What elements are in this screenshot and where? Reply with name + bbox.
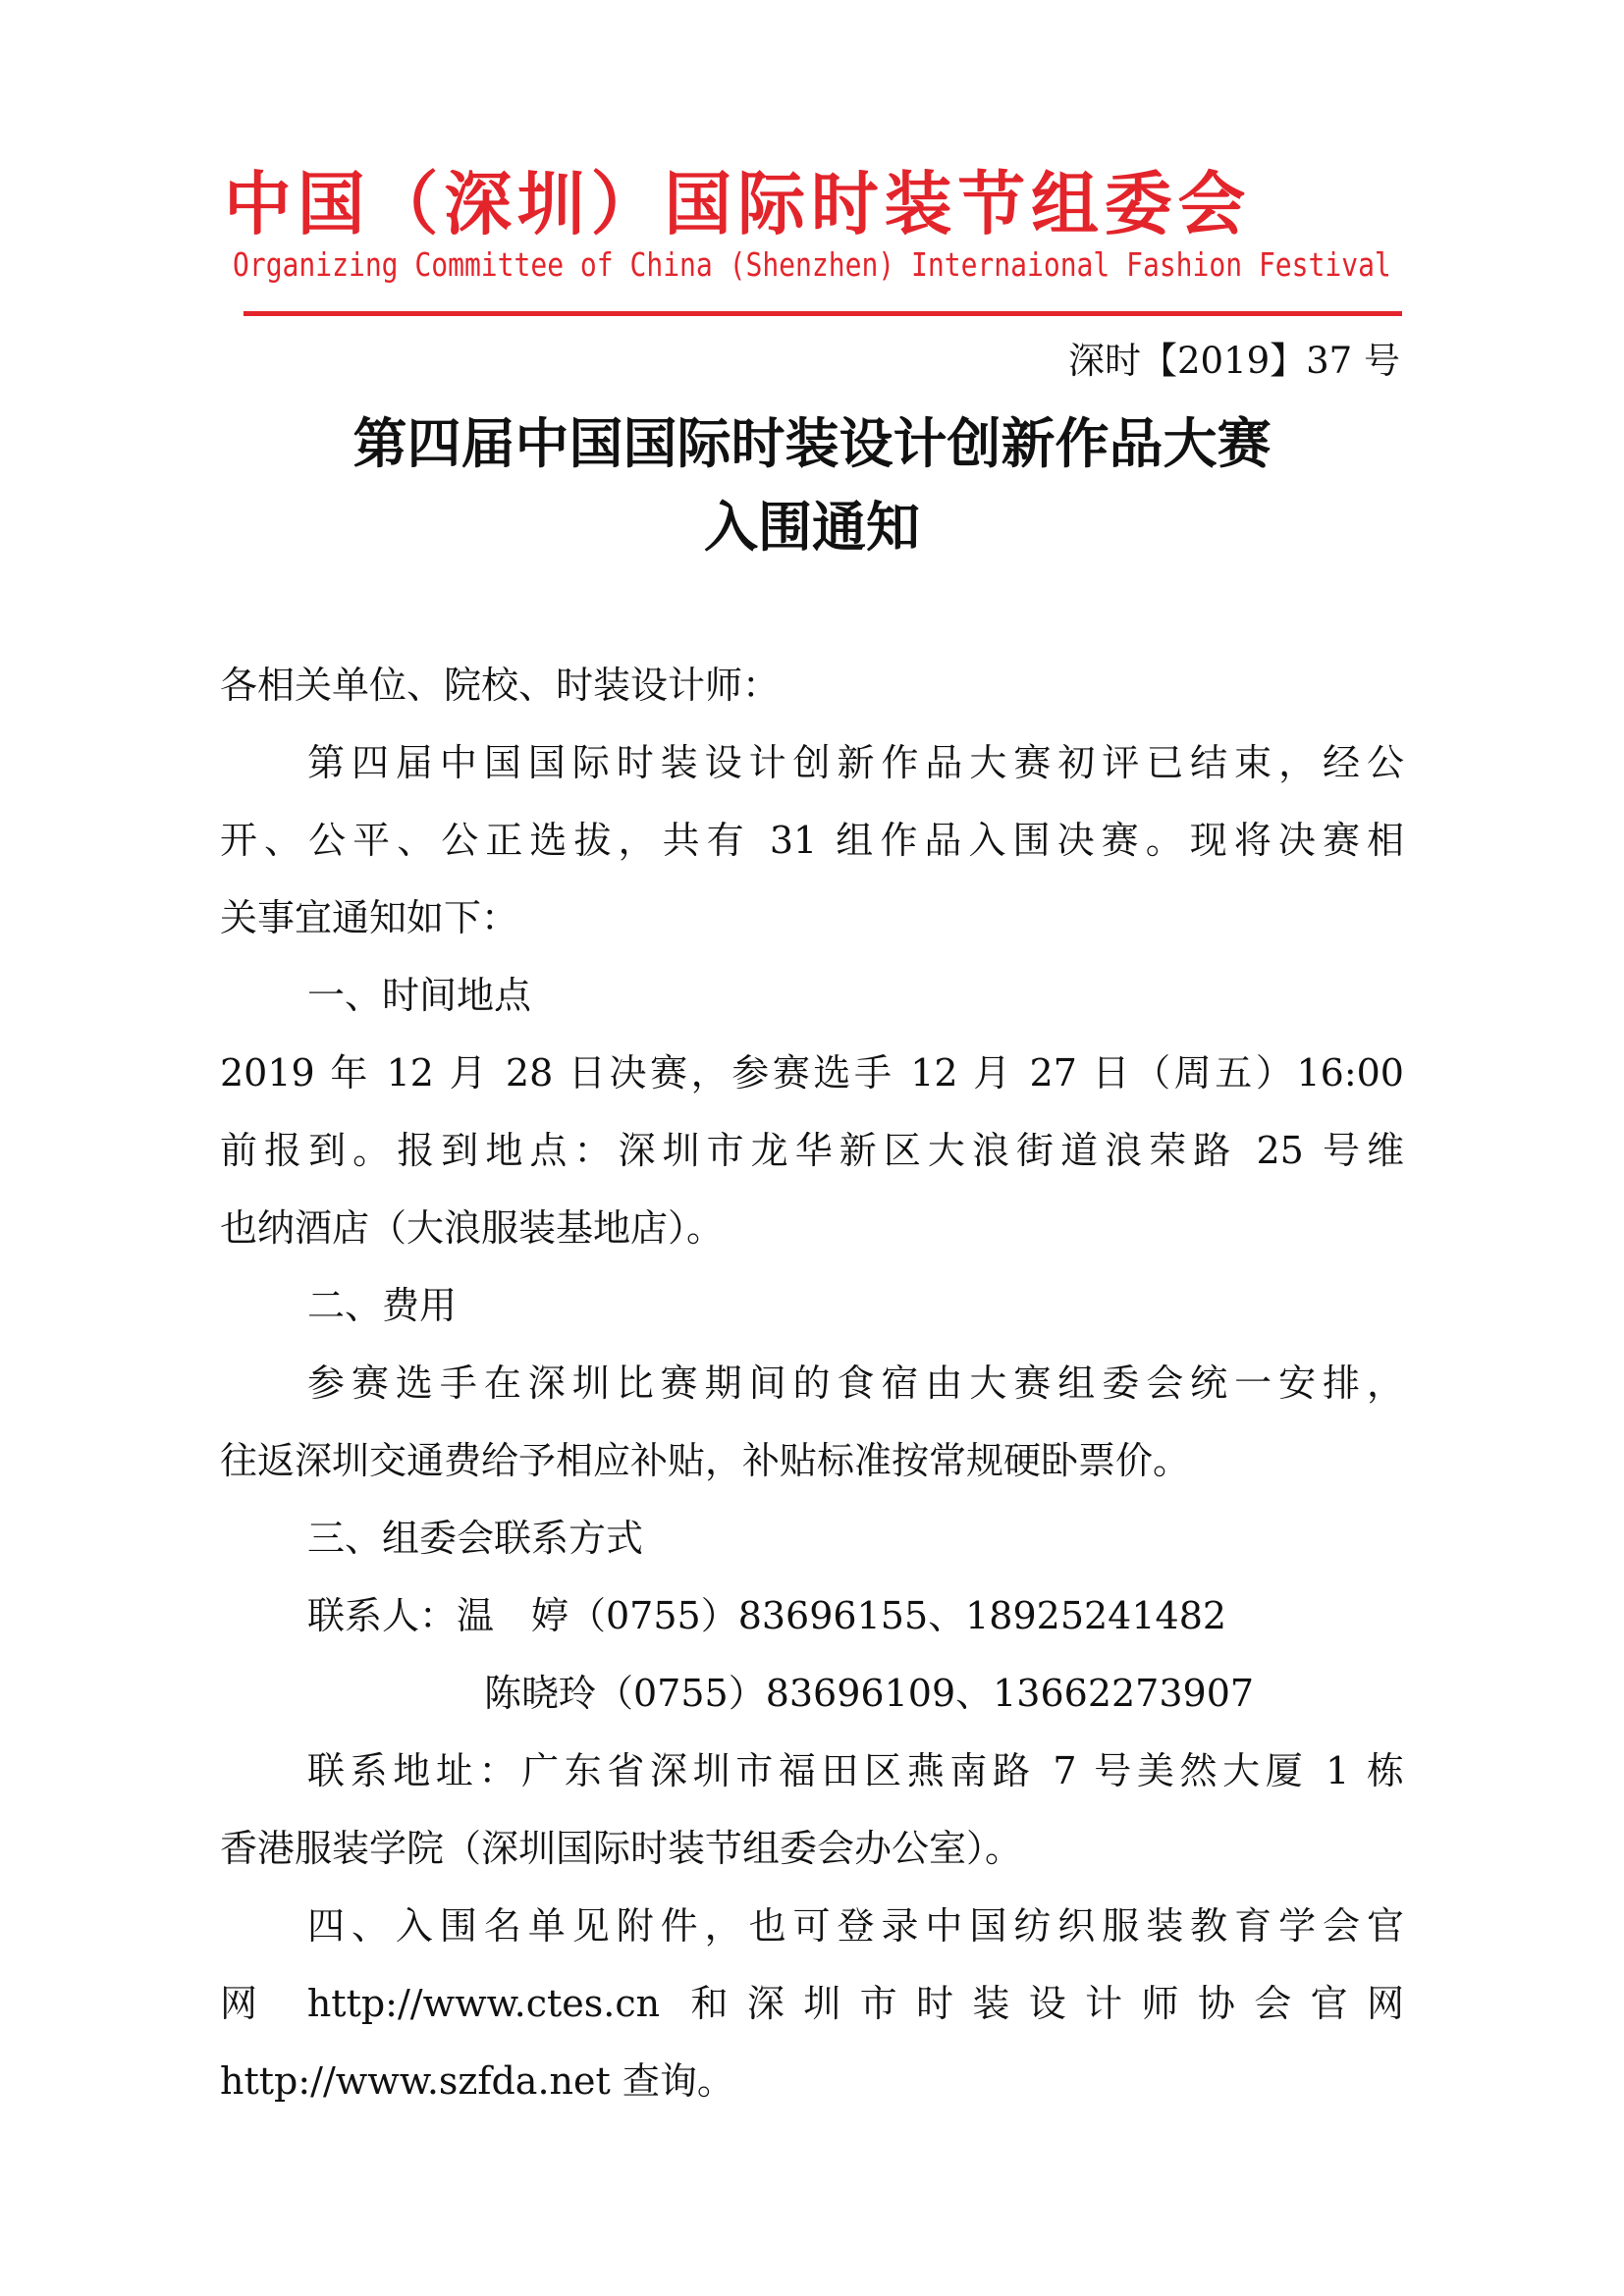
org-name-cn: 中国（深圳）国际时装节组委会 — [224, 164, 1252, 244]
section-4-line-1: 四、入围名单见附件，也可登录中国纺织服装教育学会官 — [307, 1904, 1404, 1948]
section-2-heading: 二、费用 — [307, 1284, 458, 1327]
section-4-line-3: http://www.szfda.net 查询。 — [220, 2059, 734, 2103]
section-1-line-1: 2019 年 12 月 28 日决赛，参赛选手 12 月 27 日（周五）16:00 — [220, 1051, 1404, 1095]
intro-line-3: 关事宜通知如下： — [220, 896, 519, 939]
document-title-line-2: 入围通知 — [703, 496, 920, 559]
section-2-line-1: 参赛选手在深圳比赛期间的食宿由大赛组委会统一安排， — [307, 1362, 1404, 1405]
org-name-en: Organizing Committee of China (Shenzhen) Internaional Fashion Festival — [233, 245, 1391, 284]
contact-person-2: 陈晓玲（0755）83696109、13662273907 — [484, 1672, 1255, 1715]
contact-address-line-2: 香港服装学院（深圳国际时装节组委会办公室）。 — [220, 1827, 1023, 1870]
section-3-heading: 三、组委会联系方式 — [307, 1517, 644, 1560]
section-1-line-3: 也纳酒店（大浪服装基地店）。 — [220, 1206, 725, 1250]
salutation: 各相关单位、院校、时装设计师： — [220, 664, 781, 707]
section-1-line-2: 前报到。报到地点：深圳市龙华新区大浪街道浪荣路 25 号维 — [220, 1129, 1404, 1172]
document-number: 深时【2019】37 号 — [1067, 340, 1400, 382]
intro-line-2: 开、公平、公正选拔，共有 31 组作品入围决赛。现将决赛相 — [220, 819, 1404, 862]
contact-address-line-1: 联系地址：广东省深圳市福田区燕南路 7 号美然大厦 1 栋 — [307, 1749, 1404, 1792]
section-4-line-2: 网 http://www.ctes.cn 和深圳市时装设计师协会官网 — [220, 1982, 1404, 2025]
intro-line-1: 第四届中国国际时装设计创新作品大赛初评已结束，经公 — [307, 741, 1404, 784]
section-1-heading: 一、时间地点 — [307, 974, 532, 1017]
letterhead-divider — [244, 311, 1402, 316]
document-title-line-1: 第四届中国国际时装设计创新作品大赛 — [352, 412, 1272, 475]
contact-person-1: 联系人：温 婷（0755）83696155、18925241482 — [307, 1594, 1227, 1637]
section-2-line-2: 往返深圳交通费给予相应补贴，补贴标准按常规硬卧票价。 — [220, 1439, 1191, 1482]
